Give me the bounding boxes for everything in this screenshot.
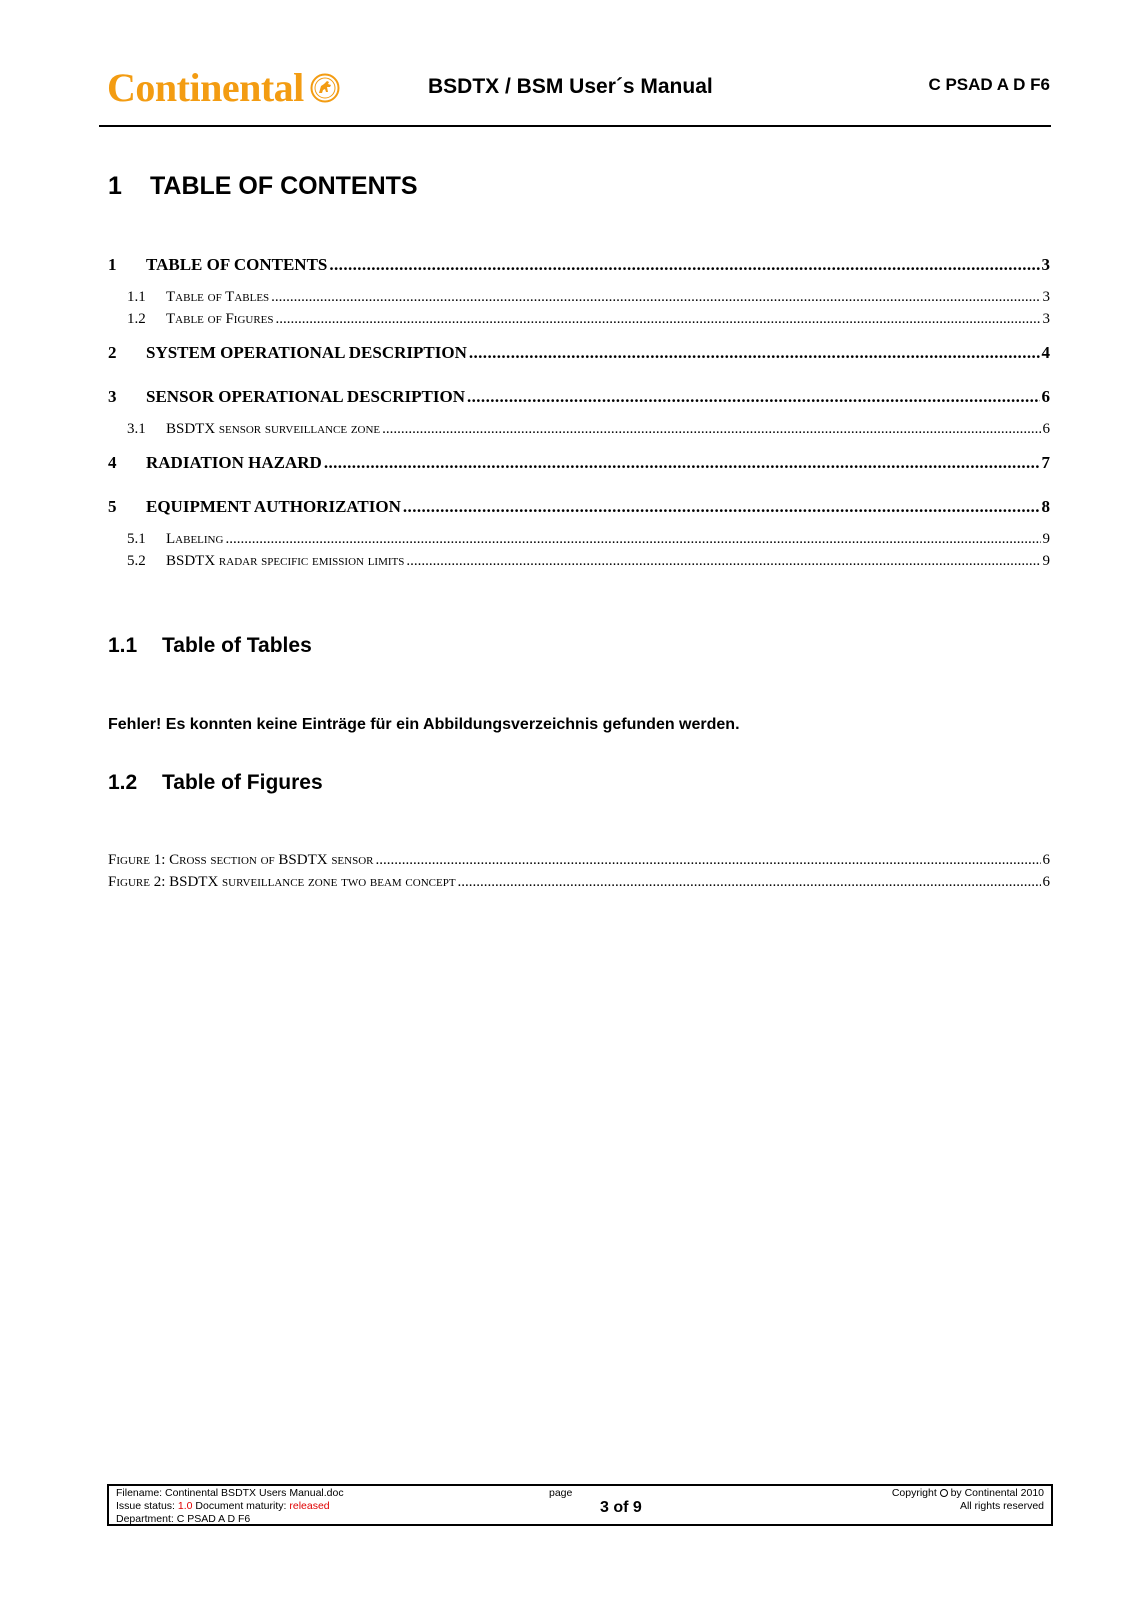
dot-leader <box>276 311 1041 328</box>
dot-leader <box>406 553 1040 570</box>
toc-entry[interactable] <box>108 553 1050 570</box>
toc-page: 8 <box>1041 497 1050 516</box>
toc-page: 6 <box>1041 387 1050 406</box>
toc-page: 3 <box>1042 311 1050 327</box>
footer-document-info <box>116 1487 344 1526</box>
toc-entry[interactable] <box>108 311 1050 328</box>
toc-title: EQUIPMENT AUTHORIZATION <box>146 497 401 516</box>
dot-leader <box>469 343 1040 363</box>
document-title: BSDTX / BSM User´s Manual <box>428 75 713 98</box>
maturity-label: Document maturity: <box>192 1500 290 1512</box>
dot-leader <box>225 531 1040 548</box>
toc-entry[interactable] <box>108 343 1050 363</box>
toc-page: 4 <box>1041 343 1050 362</box>
dot-leader <box>324 453 1040 473</box>
header-divider <box>99 125 1051 127</box>
heading-title: TABLE OF CONTENTS <box>150 172 418 200</box>
toc-number: 3.1 <box>127 421 146 437</box>
dot-leader <box>271 289 1040 306</box>
copyright-prefix: Copyright <box>891 1487 940 1499</box>
toc-number: 1.1 <box>127 289 146 305</box>
toc-page: 9 <box>1042 553 1050 569</box>
issue-value: 1.0 <box>177 1500 193 1512</box>
issue-label: Issue status: <box>116 1500 178 1512</box>
dot-leader <box>403 497 1040 517</box>
footer-page-label: page <box>549 1487 573 1499</box>
dot-leader <box>376 852 1041 869</box>
maturity-value: released <box>289 1500 330 1512</box>
toc-page: 9 <box>1042 531 1050 547</box>
toc-title: BSDTX radar specific emission limits <box>166 553 405 569</box>
footer-page-number: 3 of 9 <box>600 1499 642 1516</box>
horse-emblem-icon <box>310 73 340 103</box>
dot-leader <box>458 874 1041 891</box>
toc-number: 1 <box>108 255 117 274</box>
section-number: 1.1 <box>108 634 138 657</box>
toc-title: Labeling <box>166 531 224 547</box>
field-error-message: Fehler! Es konnten keine Einträge für ein Abbildungsverzeichnis gefunden werden. <box>108 716 740 733</box>
footer-filename: Filename: Continental BSDTX Users Manual.doc <box>116 1487 344 1499</box>
figure-page: 6 <box>1042 874 1050 890</box>
toc-entry[interactable] <box>108 255 1050 275</box>
toc-number: 5.1 <box>127 531 146 547</box>
toc-number: 4 <box>108 453 117 472</box>
section-title: Table of Tables <box>162 634 312 657</box>
section-number: 1.2 <box>108 771 138 794</box>
toc-entry[interactable] <box>108 421 1050 438</box>
continental-logo <box>107 65 340 110</box>
section-title: Table of Figures <box>162 771 323 794</box>
figure-entry[interactable] <box>108 874 1050 891</box>
dot-leader <box>382 421 1040 438</box>
toc-entry[interactable] <box>108 289 1050 306</box>
toc-title: Table of Figures <box>166 311 274 327</box>
figure-title: Figure 1: Cross section of BSDTX sensor <box>108 852 374 868</box>
toc-page: 7 <box>1041 453 1050 472</box>
toc-page: 6 <box>1042 421 1050 437</box>
dot-leader <box>467 387 1040 407</box>
toc-number: 2 <box>108 343 117 362</box>
figure-entry[interactable] <box>108 852 1050 869</box>
toc-number: 1.2 <box>127 311 146 327</box>
figure-page: 6 <box>1042 852 1050 868</box>
section-heading-figures <box>108 771 323 795</box>
page-heading <box>108 172 418 201</box>
rights-line: All rights reserved <box>959 1500 1044 1512</box>
heading-number: 1 <box>108 172 122 200</box>
toc-title: BSDTX sensor surveillance zone <box>166 421 381 437</box>
toc-entry[interactable] <box>108 531 1050 548</box>
copyright-icon <box>940 1489 948 1497</box>
footer-copyright <box>892 1487 1044 1513</box>
copyright-line <box>892 1487 1044 1500</box>
figure-title: Figure 2: BSDTX surveillance zone two beam concept <box>108 874 456 890</box>
copyright-suffix: by Continental 2010 <box>947 1487 1044 1499</box>
toc-entry[interactable] <box>108 497 1050 517</box>
toc-page: 3 <box>1042 289 1050 305</box>
toc-page: 3 <box>1041 255 1050 274</box>
dot-leader <box>329 255 1039 275</box>
toc-title: RADIATION HAZARD <box>146 453 322 472</box>
toc-number: 5 <box>108 497 117 516</box>
toc-title: Table of Tables <box>166 289 270 305</box>
footer-issue-status <box>116 1500 344 1513</box>
department-code: C PSAD A D F6 <box>928 75 1050 94</box>
toc-title: SENSOR OPERATIONAL DESCRIPTION <box>146 387 465 406</box>
toc-title: TABLE OF CONTENTS <box>146 255 328 274</box>
toc-title: SYSTEM OPERATIONAL DESCRIPTION <box>146 343 467 362</box>
toc-number: 5.2 <box>127 553 146 569</box>
toc-entry[interactable] <box>108 387 1050 407</box>
toc-entry[interactable] <box>108 453 1050 473</box>
logo-wordmark: Continental <box>107 65 304 110</box>
toc-number: 3 <box>108 387 117 406</box>
footer-department: Department: C PSAD A D F6 <box>116 1513 251 1525</box>
page-footer <box>107 1484 1053 1526</box>
section-heading-tables <box>108 634 312 658</box>
